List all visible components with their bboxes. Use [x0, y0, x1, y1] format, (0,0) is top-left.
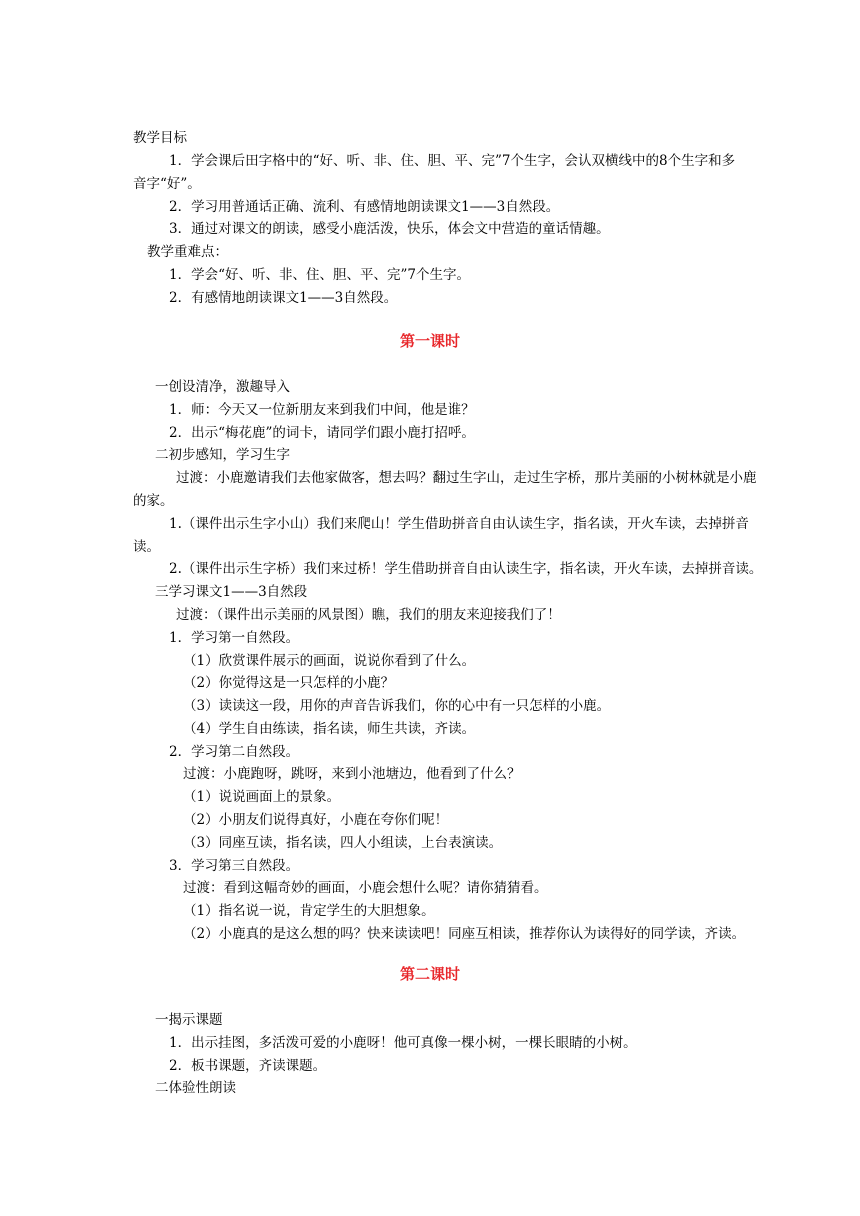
lesson-subitem: （1）欣赏课件展示的画面，说说你看到了什么。	[183, 653, 476, 669]
lesson-line: 过渡：小鹿跑呀，跳呀，来到小池塘边，他看到了什么？	[183, 766, 521, 782]
difficulty-item: 2．有感情地朗读课文1——3自然段。	[169, 290, 398, 306]
lesson-line: 1．出示挂图，多活泼可爱的小鹿呀！他可真像一棵小树，一棵长眼睛的小树。	[169, 1035, 637, 1051]
difficulties-title: 教学重难点：	[147, 244, 228, 260]
lesson-line: 1．师：今天又一位新朋友来到我们中间，他是谁？	[169, 402, 475, 418]
goal-item: 音字“好”。	[133, 176, 201, 192]
section-title: 二初步感知，学习生字	[155, 447, 290, 463]
goal-item: 3．通过对课文的朗读，感受小鹿活泼，快乐，体会文中营造的童话情趣。	[169, 221, 610, 237]
lesson-line: 1.（课件出示生字小山）我们来爬山！学生借助拼音自由认读生字，指名读，开火车读，去掉拼音	[169, 516, 749, 532]
lesson-line: 读。	[133, 539, 160, 555]
lesson-subitem: （4）学生自由练读，指名读，师生共读，齐读。	[183, 721, 476, 737]
lesson-line: 过渡：（课件出示美丽的风景图）瞧，我们的朋友来迎接我们了！	[176, 607, 561, 623]
lesson-line: 3．学习第三自然段。	[169, 858, 300, 874]
goal-item: 2．学习用普通话正确、流利、有感情地朗读课文1——3自然段。	[169, 199, 560, 215]
lesson-subitem: （3）同座互读，指名读，四人小组读，上台表演读。	[183, 835, 503, 851]
lesson-subitem: （3）读读这一段，用你的声音告诉我们，你的心中有一只怎样的小鹿。	[183, 698, 611, 714]
lesson-line: 2．出示“梅花鹿”的词卡，请同学们跟小鹿打招呼。	[169, 425, 475, 441]
section-title: 一创设清净，激趣导入	[155, 379, 290, 395]
goal-item: 1．学会课后田字格中的“好、听、非、住、胆、平、完”7个生字，会认双横线中的8个生字和多	[169, 153, 736, 169]
lesson-line: 过渡：看到这幅奇妙的画面，小鹿会想什么呢？请你猜猜看。	[183, 880, 548, 896]
goals-title: 教学目标	[133, 130, 187, 146]
lesson-subitem: （2）小鹿真的是这么想的吗？快来读读吧！同座互相读，推荐你认为读得好的同学读，齐读。	[183, 926, 746, 942]
section-title: 三学习课文1——3自然段	[155, 584, 308, 600]
section-title: 一揭示课题	[155, 1012, 223, 1028]
lesson-subitem: （1）指名说一说，肯定学生的大胆想象。	[183, 903, 435, 919]
lesson1-heading: 第一课时	[399, 332, 460, 350]
lesson-line: 2．板书课题，齐读课题。	[169, 1058, 327, 1074]
lesson-line: 的家。	[133, 493, 174, 509]
section-title: 二体验性朗读	[155, 1080, 236, 1096]
lesson-subitem: （2）你觉得这是一只怎样的小鹿？	[183, 675, 395, 691]
lesson-line: 1．学习第一自然段。	[169, 630, 300, 646]
lesson-subitem: （1）说说画面上的景象。	[183, 789, 341, 805]
lesson2-heading: 第二课时	[399, 965, 460, 983]
difficulty-item: 1．学会“好、听、非、住、胆、平、完”7个生字。	[169, 267, 470, 283]
lesson-line: 过渡：小鹿邀请我们去他家做客，想去吗？翻过生字山，走过生字桥，那片美丽的小树林就是小鹿	[176, 470, 757, 486]
lesson-subitem: （2）小朋友们说得真好，小鹿在夸你们呢！	[183, 812, 449, 828]
lesson-line: 2.（课件出示生字桥）我们来过桥！学生借助拼音自由认读生字，指名读，开火车读，去掉拼音读。	[169, 561, 763, 577]
lesson-line: 2．学习第二自然段。	[169, 744, 300, 760]
